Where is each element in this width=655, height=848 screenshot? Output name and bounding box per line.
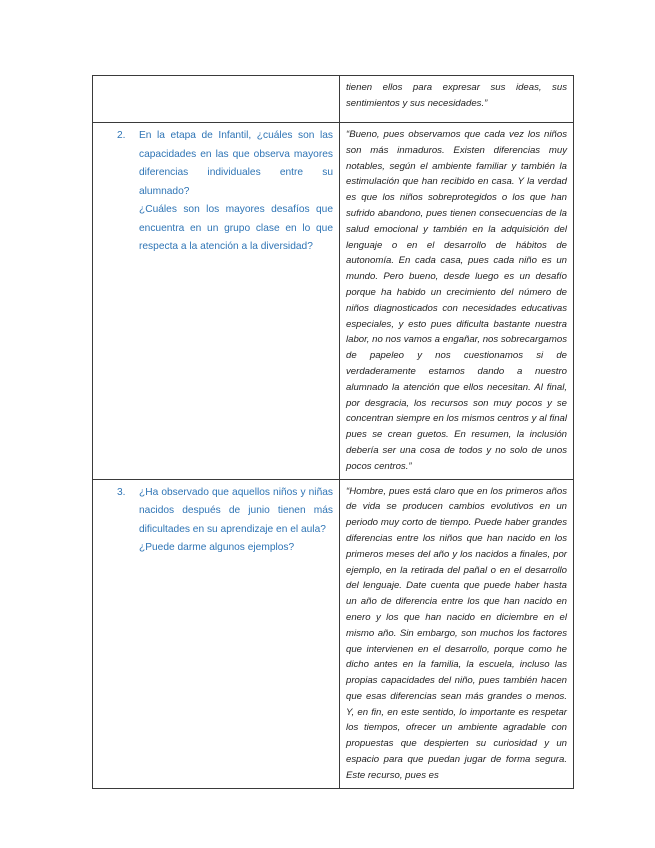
question-cell bbox=[93, 76, 340, 123]
table-row bbox=[93, 123, 574, 480]
table-row bbox=[93, 479, 574, 788]
question-block bbox=[97, 126, 335, 257]
answer-text: tienen ellos para expresar sus ideas, sus sentimientos y sus necesidades.” bbox=[346, 82, 567, 109]
table-row bbox=[93, 76, 574, 123]
question-line: ¿Cuáles son los mayores desafíos que encuentra en un grupo clase en lo que respecta a la atención a la diversidad? bbox=[139, 204, 333, 252]
question-text bbox=[139, 127, 335, 257]
answer-cell bbox=[340, 479, 574, 788]
question-line: ¿Puede darme algunos ejemplos? bbox=[139, 542, 295, 554]
interview-table bbox=[92, 75, 574, 789]
answer-cell bbox=[340, 123, 574, 480]
answer-text: “Hombre, pues está claro que en los primeros años de vida se producen cambios evolutivos en un periodo muy corto de tiempo. Puede haber grandes diferencias entre los niños que han nacido en los primeros meses del año y los nacidos a finales, por ejemplo, en la retirada del pañal o en el desarrollo del lenguaje. Date cuenta que puede haber hasta un año de diferencia entre los que han nacido en enero y los que han nacido en diciembre en el mismo año. Sin embargo, son muchos los factores que intervienen en el desarrollo, porque como he dicho antes en la familia, la escuela, incluso las propias capacidades del niño, pues también hacen que esas diferencias sean más grandes o menos. Y, en fin, en este sentido, lo importante es respetar los tiempos, ofrecer un ambiente agradable con propuestas que despierten su curiosidad y un espacio para que puedan jugar de forma segura. Este recurso, pues es bbox=[346, 485, 567, 781]
question-line: ¿Ha observado que aquellos niños y niñas nacidos después de junio tienen más dificultades en su aprendizaje en el aula? bbox=[139, 486, 333, 535]
question-cell bbox=[93, 479, 340, 788]
question-number: 3. bbox=[117, 486, 126, 498]
answer-cell bbox=[340, 76, 574, 123]
question-cell bbox=[93, 123, 340, 480]
question-text bbox=[139, 484, 335, 558]
question-line: En la etapa de Infantil, ¿cuáles son las capacidades en las que observa mayores diferencias individuales entre su alumnado? bbox=[139, 130, 333, 197]
answer-text: “Bueno, pues observamos que cada vez los niños son más inmaduros. Existen diferencias muy notables, según el ambiente familiar y también la estimulación que han recibido en casa. Y la verdad es que los niños sobreprotegidos o los que han sufrido abandono, pues tienen consecuencias de la salud emocional y también en la adquisición del lenguaje o en el desarrollo de hábitos de autonomía. En cada casa, pues cada niño es un mundo. Pero bueno, desde luego es un desafío porque ha habido un crecimiento del número de niños diagnosticados con necesidades educativas especiales, y esto pues dificulta bastante nuestra labor, no nos vamos a engañar, nos sobrecargamos de papeleo y nos cuestionamos si de verdaderamente estamos dando a nuestro alumnado la atención que ellos necesitan. Al final, por desgracia, los recursos son muy pocos y se concentran siempre en los mismos centros y al final pues se crean guetos. En resumen, la inclusión debería ser una cosa de todos y no solo de unos pocos centros.” bbox=[346, 129, 567, 472]
question-number: 2. bbox=[117, 130, 126, 141]
question-block bbox=[97, 483, 335, 558]
